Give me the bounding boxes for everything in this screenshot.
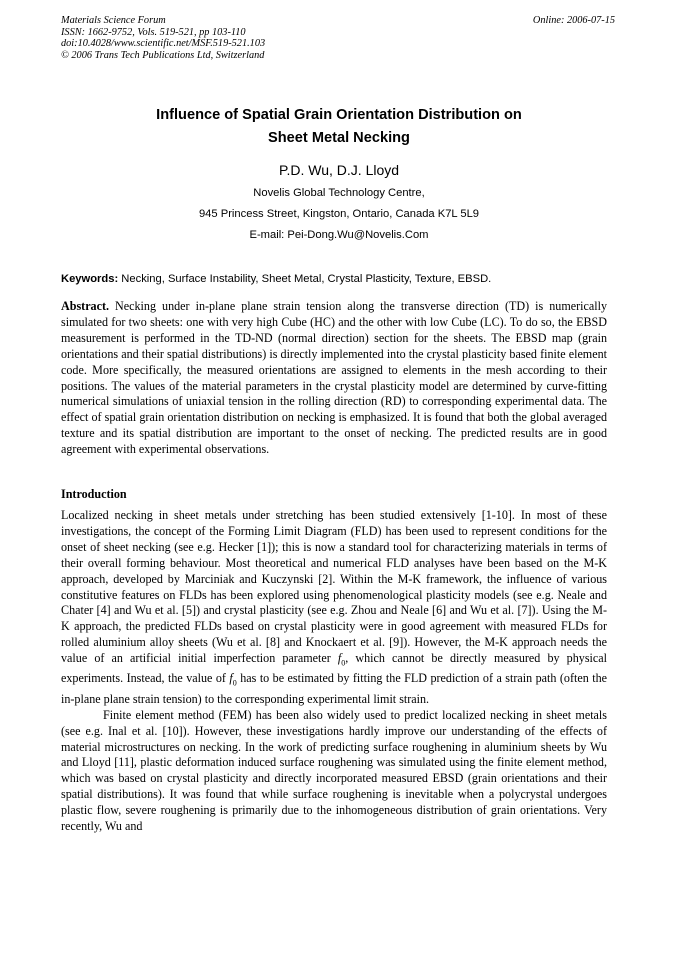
- affiliation: [61, 183, 617, 246]
- f0-letter: f: [337, 651, 342, 666]
- online-date: Online: 2006-07-15: [532, 15, 615, 26]
- f0-subscript: 0: [341, 658, 346, 668]
- intro-paragraph-2: Finite element method (FEM) has been also widely used to predict localized necking in sheet metals (see e.g. Inal et al. [10]). However, these investigations hardly improve our understanding of the effects of material microstructures on necking. In the work of predicting surface roughening in aluminium sheets by Wu and Lloyd [11], plastic deformation induced surface roughening was simulated using the finite element method, which was based on crystal plasticity and directly incorporated measured EBSD (grain orientations and their spatial distributions). It was found that while surface roughening is inevitable when a polycrystal undergoes plastic flow, severe roughening is primarily due to the inhomogeneous distribution of grain orientations. Very recently, Wu and: [61, 707, 607, 834]
- copyright-line: © 2006 Trans Tech Publications Ltd, Switzerland: [61, 49, 265, 61]
- title-line-1: Influence of Spatial Grain Orientation Distribution on: [156, 107, 522, 123]
- title-line-2: Sheet Metal Necking: [268, 130, 410, 146]
- keywords: [61, 272, 617, 286]
- intro-p1-text-c: has to be estimated by fitting the FLD prediction of a strain path (often the in-plane plane strain tension) to the corresponding experimental limit strain.: [61, 671, 608, 706]
- f0-subscript: 0: [232, 678, 237, 688]
- authors: P.D. Wu, D.J. Lloyd: [278, 162, 400, 178]
- journal-header: [61, 15, 481, 61]
- f0-letter: f: [229, 671, 233, 686]
- affiliation-line-2: 945 Princess Street, Kingston, Ontario, Canada K7L 5L9: [198, 208, 480, 220]
- abstract: [61, 299, 607, 458]
- journal-name: Materials Science Forum: [61, 15, 166, 26]
- section-heading-introduction: Introduction: [61, 487, 127, 501]
- issn-line: ISSN: 1662-9752, Vols. 519-521, pp 103-110: [61, 26, 246, 38]
- paper-title: [61, 104, 617, 150]
- affiliation-line-1: Novelis Global Technology Centre,: [253, 187, 425, 199]
- abstract-label: Abstract.: [61, 299, 110, 313]
- intro-p1-text-a: Localized necking in sheet metals under stretching has been studied extensively [1-10]. In most of these investigations, the concept of the Forming Limit Diagram (FLD) has been used to represent conditions for the onset of sheet necking (see e.g. Hecker [1]); this is now a standard tool for characterizing materials in terms of their overall forming behaviour. Most theoretical and numerical FLD analyses have been based on the M-K approach, developed by Marciniak and Kuczynski [2]. Within the M-K framework, the influence of various constitutive features on FLDs has been explored using phenomenological plasticity models (see e.g. Neale and Chater [4] and Wu et al. [5]) and crystal plasticity (see e.g. Zhou and Neale [6] and Wu et al. [7]). Using the M-K approach, the predicted FLDs based on crystal plasticity were in good agreement with measured FLDs for rolled aluminium alloy sheets (Wu et al. [8] and Knockaert et al. [9]). However, the M-K approach needs the value of an artificial initial imperfection parameter: [61, 508, 607, 666]
- intro-paragraph-1: [61, 508, 607, 708]
- intro-p1-text-b: , which cannot be directly measured by physical experiments. Instead, the value of: [61, 651, 607, 686]
- keywords-text: Necking, Surface Instability, Sheet Metal, Crystal Plasticity, Texture, EBSD.: [118, 273, 492, 285]
- email-line[interactable]: E-mail: Pei-Dong.Wu@Novelis.Com: [249, 229, 429, 241]
- introduction-body: [61, 508, 607, 835]
- f0-symbol: [229, 671, 237, 688]
- abstract-text: Necking under in-plane plane strain tension along the transverse direction (TD) is numerically simulated for two sheets: one with very high Cube (HC) and the other with low Cube (LC). To do so, the EBSD measurement is performed in the TD-ND (normal direction) section for the sheets. The EBSD map (grain orientations and their spatial distributions) is directly implemented into the crystal plasticity based finite element code. More specifically, the measured orientations are assigned to elements in the mesh according to their positions. The values of the material parameters in the crystal plasticity model are determined by curve-fitting numerical simulations of uniaxial tension in the rolling direction (RD) to corresponding experimental data. The effect of spatial grain orientation distribution on necking is emphasized. It is found that both the global averaged texture and its spatial distribution are important to the onset of necking. The predicted results are in good agreement with experimental observations.: [61, 299, 607, 457]
- doi-line[interactable]: doi:10.4028/www.scientific.net/MSF.519-521.103: [61, 38, 266, 50]
- keywords-label: Keywords:: [61, 273, 119, 285]
